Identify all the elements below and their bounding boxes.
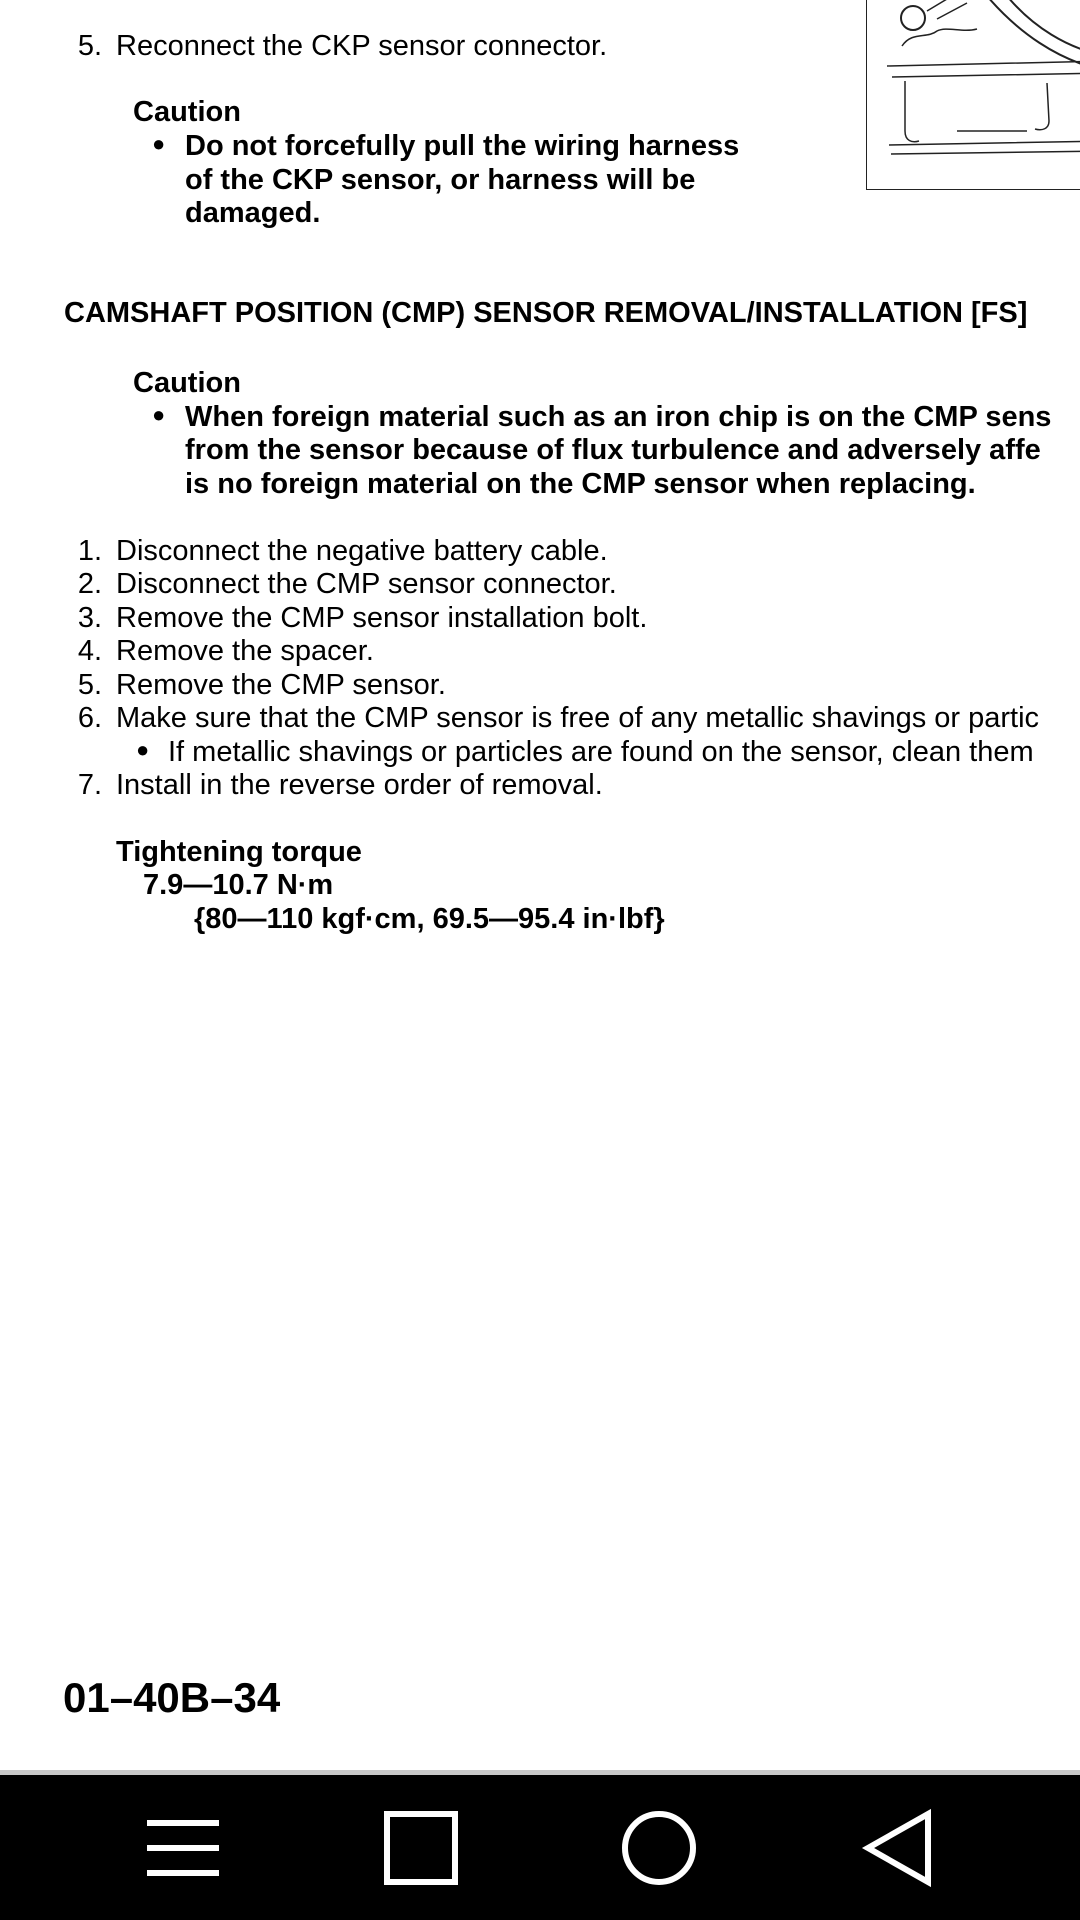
ckp-sensor-illustration: [866, 0, 1080, 190]
torque-value: 7.9—10.7 N·m: [143, 869, 334, 901]
document-page[interactable]: 5. Reconnect the CKP sensor connector. Caution ● Do not forcefully pull the wiring harness of the CKP sensor, or harness will be damaged. CAMSHAFT POSITION (CMP) SENSOR REMOVAL/INSTALLATION [FS] Caution ● When foreign material such as an iron chip is on the CMP sens from the sensor because of flux turbulence and adversely affe is no foreign material on the CMP sensor when replacing. 1. Disconnect the negative battery cable. 2. Disconnect the CMP sensor connector. 3. Remove the CMP sensor installation bolt. 4. Remove the spacer. 5. Remove the CMP sensor. 6. Make sure that the CMP sensor is free of any metallic shavings or partic ● If metallic shavings or particles are found on the sensor, clean them 7. Install in the reverse order of removal. Tightening torque 7.9—10.7 N·m {80—110 kgf·cm, 69.5—95.4 in·lbf} 01–40B–34: [0, 0, 1080, 1770]
caution-line: from the sensor because of flux turbulence and adversely affe: [185, 434, 1041, 466]
caution-line: is no foreign material on the CMP sensor when replacing.: [185, 468, 976, 500]
menu-icon: [145, 1816, 221, 1880]
section-title: CAMSHAFT POSITION (CMP) SENSOR REMOVAL/INSTALLATION [FS]: [64, 297, 1028, 329]
system-navigation-bar: [0, 1775, 1080, 1920]
page-number: 01–40B–34: [63, 1674, 281, 1721]
caution-label: Caution: [133, 367, 241, 399]
caution-line: of the CKP sensor, or harness will be: [185, 164, 696, 196]
step-text: Reconnect the CKP sensor connector.: [116, 30, 608, 62]
caution-line: damaged.: [185, 197, 321, 229]
caution-line: When foreign material such as an iron chip is on the CMP sens: [185, 401, 1052, 433]
torque-label: Tightening torque: [116, 836, 362, 868]
bullet-icon: ●: [152, 131, 166, 156]
back-button[interactable]: [818, 1775, 978, 1920]
home-circle-icon: [619, 1808, 699, 1888]
bullet-icon: ●: [152, 402, 166, 427]
step-number: 5.: [77, 30, 102, 62]
back-triangle-icon: [860, 1808, 936, 1888]
recents-button[interactable]: [341, 1775, 501, 1920]
engine-diagram-icon: [867, 0, 1080, 189]
caution-line: Do not forcefully pull the wiring harness: [185, 130, 740, 162]
caution-label: Caution: [133, 96, 241, 128]
menu-button[interactable]: [103, 1775, 263, 1920]
recents-square-icon: [383, 1810, 459, 1886]
step-sub-item: If metallic shavings or particles are found on the sensor, clean them: [168, 736, 1034, 768]
torque-alt-value: {80—110 kgf·cm, 69.5—95.4 in·lbf}: [194, 903, 665, 935]
home-button[interactable]: [579, 1775, 739, 1920]
bullet-icon: ●: [136, 737, 150, 762]
